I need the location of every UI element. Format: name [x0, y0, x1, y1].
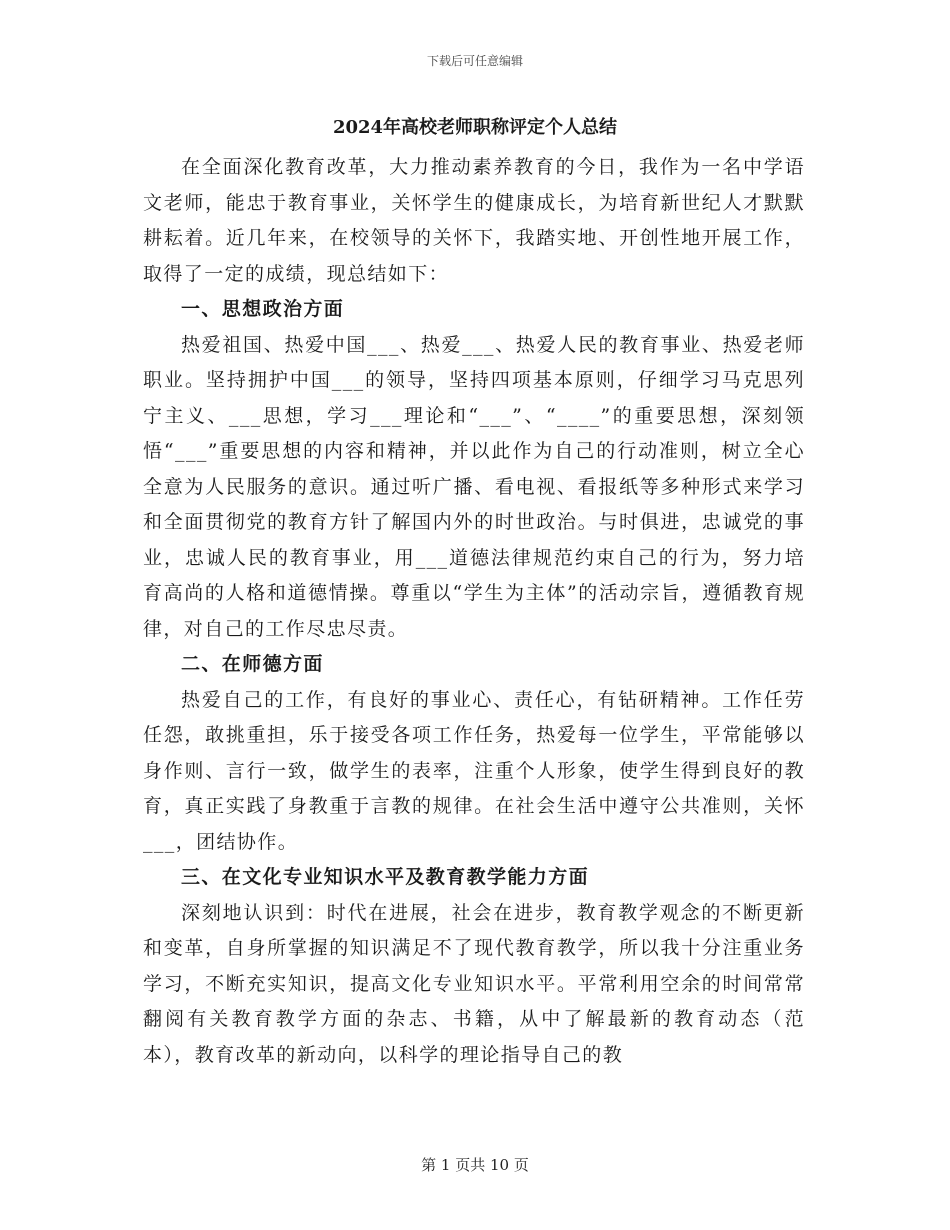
section-body-politics: 热爱祖国、热爱中国___、热爱___、热爱人民的教育事业、热爱老师职业。坚持拥护中国___的领导，坚持四项基本原则，仔细学习马克思列宁主义、___思想，学习___理论和“___”、“____”的重要思想，深刻领悟“___”重要思想的内容和精神，并以此作为自己的行动准则，树立全心全意为人民服务的意识。通过听广播、看电视、看报纸等多种形式来学习和全面贯彻党的教育方针了解国内外的时世政治。与时俱进，忠诚党的事业，忠诚人民的教育事业，用___道德法律规范约束自己的行为，努力培育高尚的人格和道德情操。尊重以“学生为主体”的活动宗旨，遵循教育规律，对自己的工作尽忠尽责。	[143, 333, 805, 640]
section-heading-ethics: 二、在师德方面	[181, 653, 324, 675]
document-body	[143, 150, 805, 1073]
section-heading-politics: 一、思想政治方面	[181, 298, 345, 320]
section-body-knowledge: 深刻地认识到：时代在进展，社会在进步，教育教学观念的不断更新和变革，自身所掌握的知识满足不了现代教育教学，所以我十分注重业务学习，不断充实知识，提高文化专业知识水平。平常利用空余的时间常常翻阅有关教育教学方面的杂志、书籍，从中了解最新的教育动态（范本），教育改革的新动向，以科学的理论指导自己的教	[143, 901, 805, 1066]
intro-paragraph: 在全面深化教育改革，大力推动素养教育的今日，我作为一名中学语文老师，能忠于教育事业，关怀学生的健康成长，为培育新世纪人才默默耕耘着。近几年来，在校领导的关怀下，我踏实地、开创性地开展工作，取得了一定的成绩，现总结如下：	[143, 156, 805, 285]
page-number: 第 1 页共 10 页	[421, 1156, 529, 1174]
section-heading-knowledge: 三、在文化专业知识水平及教育教学能力方面	[181, 866, 590, 888]
document-title: 2024年高校老师职称评定个人总结	[332, 117, 618, 138]
page-header: 下载后可任意编辑	[426, 54, 523, 68]
section-body-ethics: 热爱自己的工作，有良好的事业心、责任心，有钻研精神。工作任劳任怨，敢挑重担，乐于接受各项工作任务，热爱每一位学生，平常能够以身作则、言行一致，做学生的表率，注重个人形象，使学生得到良好的教育，真正实践了身教重于言教的规律。在社会生活中遵守公共准则，关怀___，团结协作。	[143, 688, 805, 853]
